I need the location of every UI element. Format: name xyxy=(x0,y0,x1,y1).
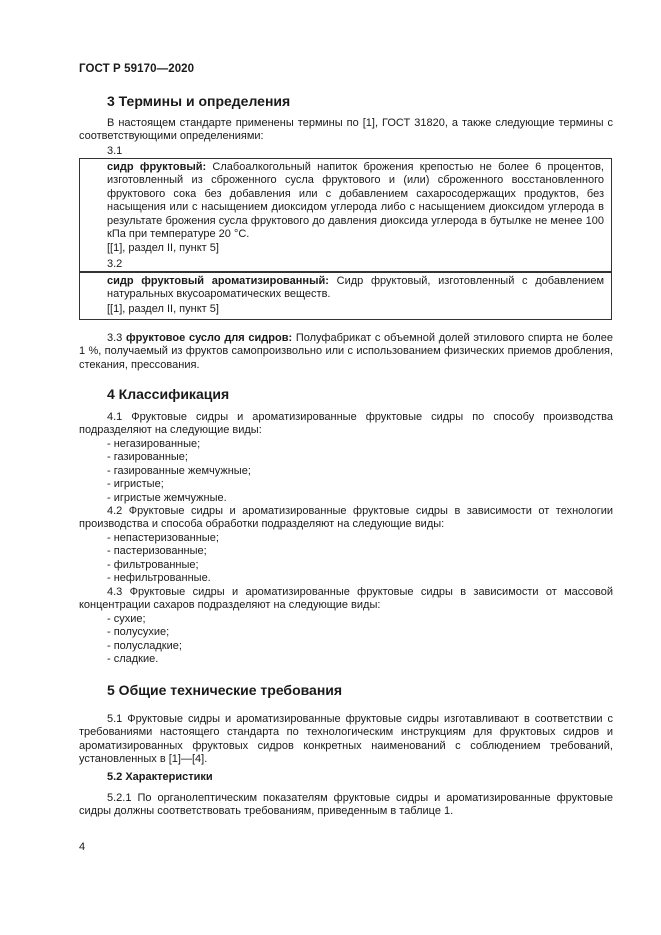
list-item: - сухие; xyxy=(107,613,146,625)
term-3-1-text: Слабоалкогольный напиток брожения крепостью не более 6 процентов, изготовленный из сброженного сусла фруктового и (или) сброженного восстановленного фруктового сока без добавления или с добавлением сахаросодержащих продуктов, без насыщения или с насыщением диоксидом углерода либо с насыщением диоксидом углерода в результате брожения сусла фруктового до давления диоксида углерода в бутылке не менее 100 кПа при температуре 20 °С. xyxy=(107,161,604,241)
list-item: - фильтрованные; xyxy=(107,558,199,571)
term-3-1-source: [[1], раздел II, пункт 5] xyxy=(107,242,219,255)
document-header-code: ГОСТ Р 59170—2020 xyxy=(79,63,195,75)
list-4-1 xyxy=(107,438,251,505)
section-5-title: 5 Общие технические требования xyxy=(107,682,343,698)
page-number: 4 xyxy=(79,841,86,853)
term-3-1-term: сидр фруктовый: xyxy=(107,161,207,173)
term-3-2-term: сидр фруктовый ароматизированный: xyxy=(107,275,329,287)
term-3-3-number: 3.3 xyxy=(107,332,123,344)
term-3-1-definition xyxy=(107,161,604,241)
para-4-2: 4.2 Фруктовые сидры и ароматизированные фруктовые сидры в зависимости от технологии производства и способа обработки подразделяют на следующие виды: xyxy=(79,505,613,531)
list-item: - нефильтрованные. xyxy=(107,572,211,585)
list-4-2 xyxy=(107,532,219,586)
term-3-1-box xyxy=(79,158,612,272)
list-4-3 xyxy=(107,613,182,667)
list-item: - сладкие. xyxy=(107,653,159,666)
term-3-2-definition xyxy=(107,275,604,302)
term-3-3-term: фруктовое сусло для сидров: xyxy=(126,332,293,344)
para-4-3: 4.3 Фруктовые сидры и ароматизированные фруктовые сидры в зависимости от массовой концентрации сахаров подразделяют на следующие виды: xyxy=(79,586,613,612)
para-5-2-1: 5.2.1 По органолептическим показателям фруктовые сидры и ароматизированные фруктовые сидры должны соответствовать требованиям, приведенным в таблице 1. xyxy=(79,792,613,818)
list-item: - непастеризованные; xyxy=(107,532,219,544)
list-item: - пастеризованные; xyxy=(107,545,207,558)
term-3-3-text: Полуфабрикат с объемной долей этилового спирта не более 1 %, получаемый из фруктов самопроизвольно или с использованием физических приемов дробления, стекания, прессования. xyxy=(79,332,613,371)
para-4-1: 4.1 Фруктовые сидры и ароматизированные фруктовые сидры по способу производства подразделяют на следующие виды: xyxy=(79,411,613,437)
section-3-title: 3 Термины и определения xyxy=(107,93,291,109)
term-3-3-definition xyxy=(79,332,613,372)
list-item: - полусладкие; xyxy=(107,639,182,652)
section-3-intro: В настоящем стандарте применены термины по [1], ГОСТ 31820, а также следующие термины с соответствующими определениями: xyxy=(79,117,613,143)
list-item: - игристые жемчужные. xyxy=(107,491,227,504)
term-3-2-source: [[1], раздел II, пункт 5] xyxy=(107,302,219,315)
list-item: - игристые; xyxy=(107,478,164,491)
list-item: - газированные жемчужные; xyxy=(107,464,251,477)
term-3-2-number: 3.2 xyxy=(107,258,123,270)
term-3-2-text: Сидр фруктовый, изготовленный с добавлением натуральных вкусоароматических веществ. xyxy=(107,275,605,301)
para-5-1: 5.1 Фруктовые сидры и ароматизированные фруктовые сидры изготавливают в соответствии с требованиями настоящего стандарта по технологическим инструкциям для фруктовых сидров и ароматизированных фруктовых сидров конкретных наименований с соблюдением требований, установленных в [1]—[4]. xyxy=(79,713,613,766)
section-4-title: 4 Классификация xyxy=(107,386,230,402)
term-3-1-number: 3.1 xyxy=(107,145,123,157)
list-item: - негазированные; xyxy=(107,438,201,450)
list-item: - полусухие; xyxy=(107,626,170,639)
list-item: - газированные; xyxy=(107,451,188,464)
subsection-5-2-title: 5.2 Характеристики xyxy=(107,771,213,783)
term-3-2-box xyxy=(79,272,612,320)
